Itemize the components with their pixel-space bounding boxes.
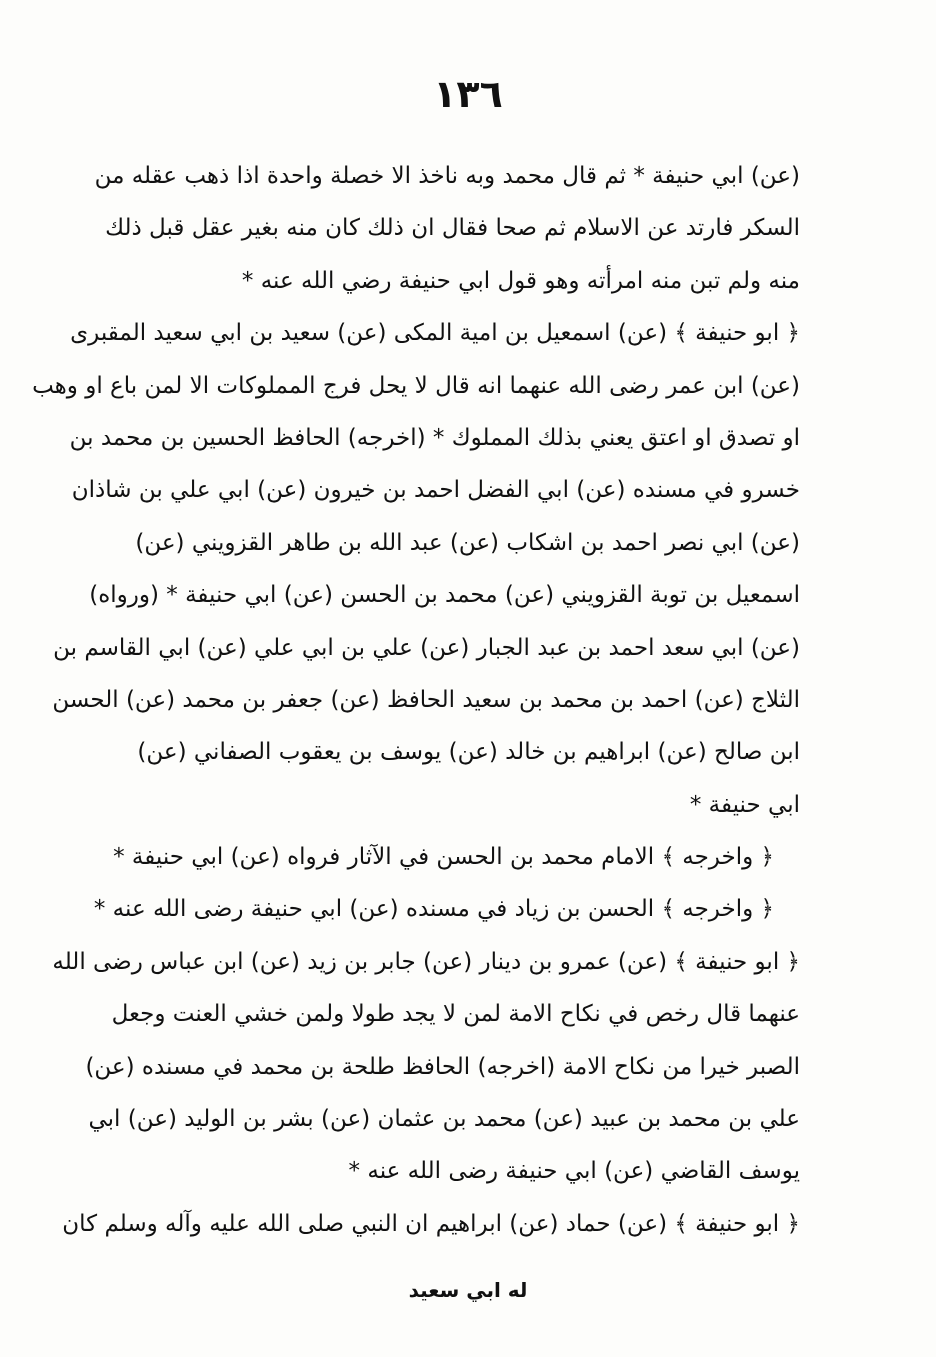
text-line: (عن) ابي حنيفة * ثم قال محمد وبه ناخذ الا خصلة واحدة اذا ذهب عقله من (94, 163, 800, 189)
text-line: ﴿ واخرجه ﴾ الحسن بن زياد في مسنده (عن) ابي حنيفة رضى الله عنه * (93, 896, 774, 923)
text-line: منه ولم تبن منه امرأته وهو قول ابي حنيفة رضي الله عنه * (241, 267, 800, 294)
text-line: اسمعيل بن توبة القزويني (عن) محمد بن الحسن (عن) ابي حنيفة * (ورواه) (89, 582, 800, 609)
text-line: الثلاج (عن) احمد بن محمد بن سعيد الحافظ (عن) جعفر بن محمد (عن) الحسن (52, 686, 800, 713)
text-line: عنهما قال رخص في نكاح الامة لمن لا يجد طولا ولمن خشي العنت وجعل (111, 1001, 800, 1028)
text-line: ﴿ ابو حنيفة ﴾ (عن) اسمعيل بن امية المكى (عن) سعيد بن ابي سعيد المقبرى (70, 320, 800, 347)
text-line: (عن) ابي نصر احمد بن اشكاب (عن) عبد الله بن طاهر القزويني (عن) (135, 529, 800, 556)
text-line: السكر فارتد عن الاسلام ثم صحا فقال ان ذلك كان منه بغير عقل قبل ذلك (105, 215, 800, 242)
text-line: ﴿ ابو حنيفة ﴾ (عن) حماد (عن) ابراهيم ان النبي صلى الله عليه وآله وسلم كان (62, 1210, 800, 1237)
text-line: خسرو في مسنده (عن) ابي الفضل احمد بن خيرون (عن) ابي علي بن شاذان (71, 477, 800, 504)
text-line: يوسف القاضي (عن) ابي حنيفة رضى الله عنه * (348, 1158, 800, 1185)
text-line: الصبر خيرا من نكاح الامة (اخرجه) الحافظ طلحة بن محمد في مسنده (عن) (85, 1053, 800, 1080)
text-line: (عن) ابن عمر رضى الله عنهما انه قال لا يحل فرج المملوكات الا لمن باع او وهب (32, 372, 800, 399)
text-line: ﴿ واخرجه ﴾ الامام محمد بن الحسن في الآثار فرواه (عن) ابي حنيفة * (113, 844, 774, 871)
text-line: علي بن محمد بن عبيد (عن) محمد بن عثمان (عن) بشر بن الوليد (عن) ابي (88, 1106, 800, 1133)
footnote: له ابي سعيد (408, 1278, 528, 1302)
main-text-block (32, 150, 800, 1250)
text-line: ﴿ ابو حنيفة ﴾ (عن) عمرو بن دينار (عن) جابر بن زيد (عن) ابن عباس رضى الله (52, 948, 800, 975)
text-line: (عن) ابي سعد احمد بن عبد الجبار (عن) علي بن ابي علي (عن) ابي القاسم بن (53, 634, 800, 661)
text-line: ابن صالح (عن) ابراهيم بن خالد (عن) يوسف بن يعقوب الصفاني (عن) (137, 739, 800, 766)
text-line: ابي حنيفة * (689, 791, 800, 818)
text-line: او تصدق او اعتق يعني بذلك المملوك * (اخرجه) الحافظ الحسين بن محمد بن (69, 424, 800, 451)
page-number: ١٣٦ (433, 72, 503, 116)
